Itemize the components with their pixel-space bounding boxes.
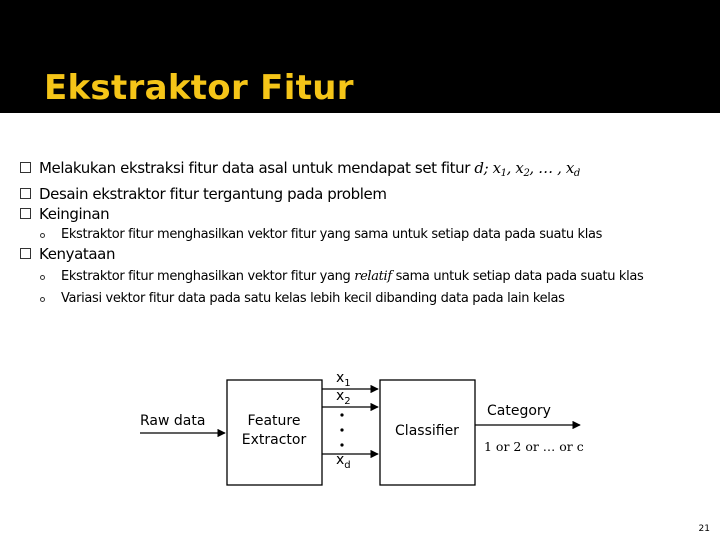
x1-label: $x_1$ xyxy=(336,370,351,389)
bullet-desain: Desain ekstraktor fitur tergantung pada problem xyxy=(20,184,710,204)
slide-title: Ekstraktor Fitur xyxy=(44,68,354,108)
bullet-keinginan: Keinginan xyxy=(20,204,710,224)
sub-bullet-relatif: Ekstraktor fitur menghasilkan vektor fitur yang relatif sama untuk setiap data pada suatu klas xyxy=(20,268,666,286)
category-values-label: 1 or 2 or … or c xyxy=(484,439,584,454)
sub-bullet-variasi: Variasi vektor fitur data pada satu kelas lebih kecil dibanding data pada lain kelas xyxy=(20,290,710,308)
square-bullet-icon xyxy=(20,188,31,199)
classifier-label: Classifier xyxy=(395,423,459,439)
raw-data-label: Raw data xyxy=(140,413,206,429)
feature-extractor-label-2: Extractor xyxy=(241,432,307,448)
feature-set-math: d; $x_1$, $x_2$, … , $x_d$ xyxy=(474,159,580,179)
square-bullet-icon xyxy=(20,248,31,259)
square-bullet-icon xyxy=(20,208,31,219)
xd-label: $x_d$ xyxy=(336,452,351,471)
circle-bullet-icon xyxy=(40,297,45,302)
bullet-list xyxy=(20,158,710,308)
bullet-ekstraksi: Melakukan ekstraksi fitur data asal untuk mendapat set fitur d; $x_1$, $x_2$, … , $x_d$ xyxy=(20,158,710,184)
page-number: 21 xyxy=(698,524,710,534)
sub-bullet-keinginan: Ekstraktor fitur menghasilkan vektor fitur yang sama untuk setiap data pada suatu klas xyxy=(20,226,710,244)
feature-extractor-label-1: Feature xyxy=(247,413,301,429)
x2-label: $x_2$ xyxy=(336,388,351,407)
ellipsis-dot xyxy=(340,443,343,446)
feature-extraction-diagram xyxy=(120,360,600,490)
category-label: Category xyxy=(487,403,551,419)
ellipsis-dot xyxy=(340,428,343,431)
circle-bullet-icon xyxy=(40,233,45,238)
square-bullet-icon xyxy=(20,162,31,173)
bullet-kenyataan: Kenyataan xyxy=(20,244,710,264)
ellipsis-dot xyxy=(340,413,343,416)
circle-bullet-icon xyxy=(40,275,45,280)
